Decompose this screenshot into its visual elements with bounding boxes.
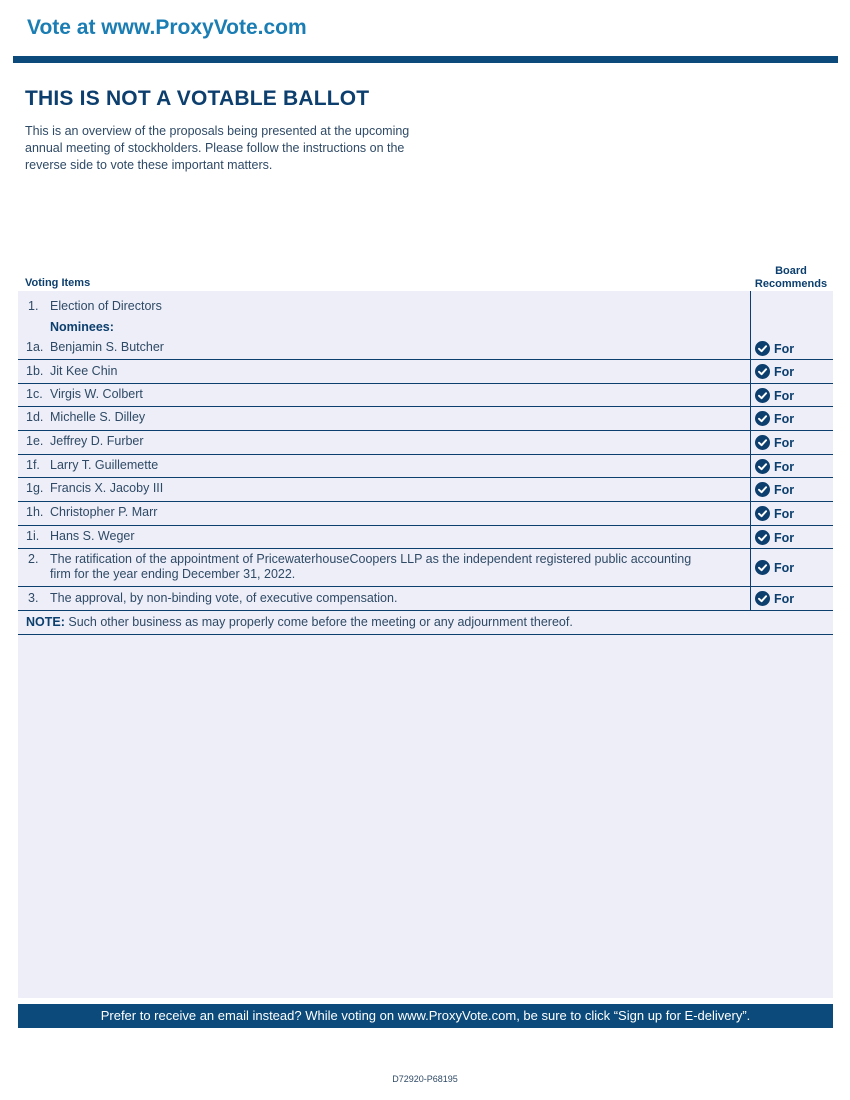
recommendation-text: For	[774, 364, 795, 379]
check-circle-icon	[755, 459, 770, 474]
recommendation-text: For	[774, 388, 795, 403]
nominee-number: 1h.	[26, 505, 44, 519]
intro-text: This is an overview of the proposals being presented at the upcoming annual meeting of stockholders. Please follow the instructions on the reverse side to vote these important matters.	[25, 124, 410, 172]
check-circle-icon	[755, 364, 770, 379]
recommendation-text: For	[774, 560, 795, 575]
header-rule	[13, 56, 838, 63]
nominee-row	[18, 431, 833, 455]
item-2-text-line1: The ratification of the appointment of PricewaterhouseCoopers LLP as the independent registered public accounting	[50, 552, 692, 566]
note-text	[26, 615, 573, 629]
board-recommendation	[755, 506, 794, 521]
nominee-name: Francis X. Jacoby III	[50, 481, 164, 495]
proxyvote-link[interactable]: Vote at www.ProxyVote.com	[27, 16, 307, 39]
nominee-row	[18, 336, 833, 360]
note-body: Such other business as may properly come before the meeting or any adjournment thereof.	[64, 615, 573, 629]
recommendation-text: For	[774, 506, 795, 521]
nominee-name: Jit Kee Chin	[50, 364, 118, 378]
nominee-row	[18, 407, 833, 431]
edelivery-banner[interactable]: Prefer to receive an email instead? While voting on www.ProxyVote.com, be sure to click “Sign up for E-delivery”.	[18, 1004, 833, 1028]
item-1-row	[18, 291, 833, 336]
board-recommendation	[755, 591, 794, 606]
nominee-name: Christopher P. Marr	[50, 505, 158, 519]
check-circle-icon	[755, 482, 770, 497]
nominee-number: 1c.	[26, 387, 43, 401]
board-recommends-line1: Board	[775, 265, 807, 277]
item-3-row	[18, 587, 833, 611]
recommendation-text: For	[774, 411, 795, 426]
note-label: NOTE:	[26, 615, 65, 629]
nominee-number: 1b.	[26, 364, 44, 378]
check-circle-icon	[755, 388, 770, 403]
board-recommendation	[755, 364, 794, 379]
nominee-row	[18, 384, 833, 407]
nominee-number: 1g.	[26, 481, 44, 495]
nominee-number: 1f.	[26, 458, 40, 472]
item-3-text: The approval, by non-binding vote, of executive compensation.	[50, 591, 398, 605]
nominee-name: Jeffrey D. Furber	[50, 434, 144, 448]
check-circle-icon	[755, 591, 770, 606]
nominee-number: 1a.	[26, 340, 44, 354]
board-recommendation	[755, 482, 794, 497]
recommendation-text: For	[774, 530, 795, 545]
nominee-name: Virgis W. Colbert	[50, 387, 143, 401]
voting-items-header: Voting Items	[25, 277, 91, 289]
page-title: THIS IS NOT A VOTABLE BALLOT	[25, 87, 370, 110]
note-row	[18, 611, 833, 635]
board-recommendation	[755, 530, 794, 545]
recommendation-text: For	[774, 482, 795, 497]
nominee-row	[18, 502, 833, 526]
check-circle-icon	[755, 435, 770, 450]
board-recommendation	[755, 459, 794, 474]
item-3-number: 3.	[28, 591, 39, 605]
item-1-number: 1.	[28, 299, 39, 313]
nominee-row	[18, 526, 833, 549]
check-circle-icon	[755, 411, 770, 426]
recommendation-text: For	[774, 591, 795, 606]
board-recommendation	[755, 341, 794, 356]
nominee-number: 1i.	[26, 529, 40, 543]
recommendation-text: For	[774, 459, 795, 474]
check-circle-icon	[755, 530, 770, 545]
recommendation-text: For	[774, 341, 795, 356]
board-recommendation	[755, 560, 794, 575]
nominees-label: Nominees:	[50, 320, 114, 334]
item-2-text-line2: firm for the year ending December 31, 2022.	[50, 567, 296, 581]
item-2-number: 2.	[28, 552, 39, 566]
nominee-name: Larry T. Guillemette	[50, 458, 159, 472]
nominee-name: Michelle S. Dilley	[50, 410, 146, 424]
nominee-name: Benjamin S. Butcher	[50, 340, 164, 354]
item-2-row	[18, 549, 833, 587]
check-circle-icon	[755, 560, 770, 575]
nominee-row	[18, 478, 833, 502]
nominee-row	[18, 360, 833, 384]
board-recommends-line2: Recommends	[754, 278, 828, 290]
document-code: D72920-P68195	[392, 1074, 458, 1084]
board-recommends-header	[750, 265, 832, 291]
nominee-number: 1e.	[26, 434, 44, 448]
item-1-text: Election of Directors	[50, 299, 162, 313]
board-recommendation	[755, 435, 794, 450]
board-recommendation	[755, 388, 794, 403]
nominee-number: 1d.	[26, 410, 44, 424]
nominee-name: Hans S. Weger	[50, 529, 135, 543]
board-recommendation	[755, 411, 794, 426]
recommendation-text: For	[774, 435, 795, 450]
check-circle-icon	[755, 506, 770, 521]
item-2-text	[50, 552, 750, 582]
nominee-row	[18, 455, 833, 478]
check-circle-icon	[755, 341, 770, 356]
